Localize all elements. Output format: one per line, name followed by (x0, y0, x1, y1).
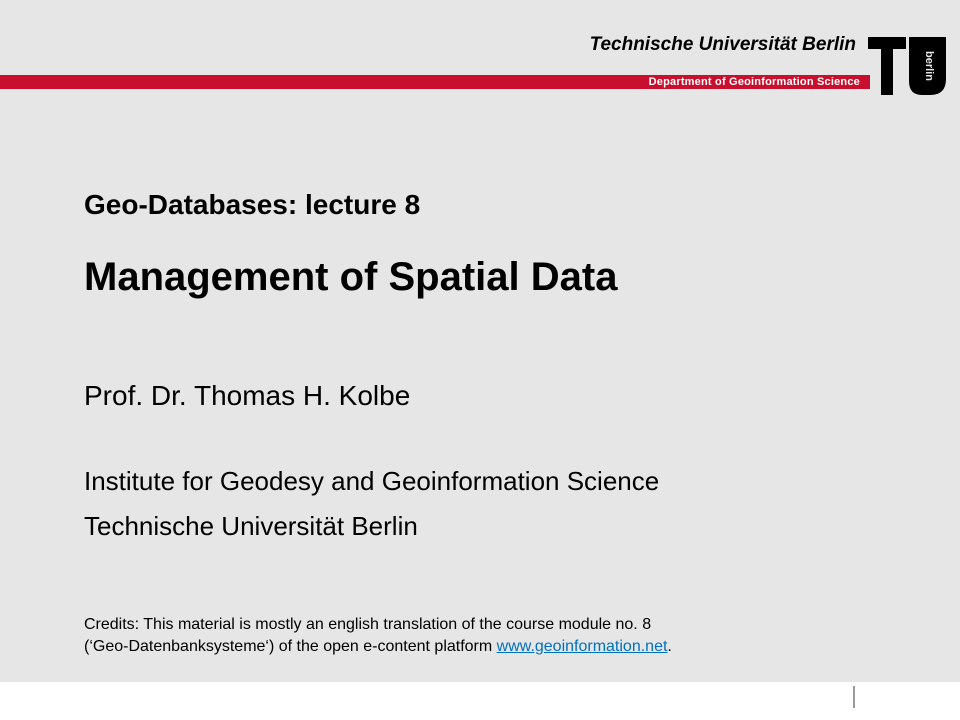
credits-line-2 (84, 636, 672, 658)
geoinformation-link[interactable]: www.geoinformation.net (496, 638, 668, 655)
institute-name: Institute for Geodesy and Geoinformation Science (84, 466, 660, 496)
university-name: Technische Universität Berlin (84, 511, 418, 541)
footer-divider (853, 686, 855, 708)
credits-line-2-end: . (667, 638, 672, 655)
lecture-subtitle: Geo-Databases: lecture 8 (84, 189, 421, 220)
author-name: Prof. Dr. Thomas H. Kolbe (84, 380, 411, 411)
footer-band (0, 682, 960, 720)
slide-title: Management of Spatial Data (84, 255, 618, 299)
logo-berlin-text: berlin (923, 51, 936, 81)
tu-berlin-logo-icon (866, 34, 948, 98)
credits-line-2-text: (‘Geo-Datenbanksysteme‘) of the open e-content platform (84, 638, 497, 655)
credits-note (84, 614, 672, 658)
university-header: Technische Universität Berlin (589, 34, 856, 55)
department-label: Department of Geoinformation Science (648, 76, 860, 88)
credits-line-1: Credits: This material is mostly an english translation of the course module no. 8 (84, 616, 652, 633)
